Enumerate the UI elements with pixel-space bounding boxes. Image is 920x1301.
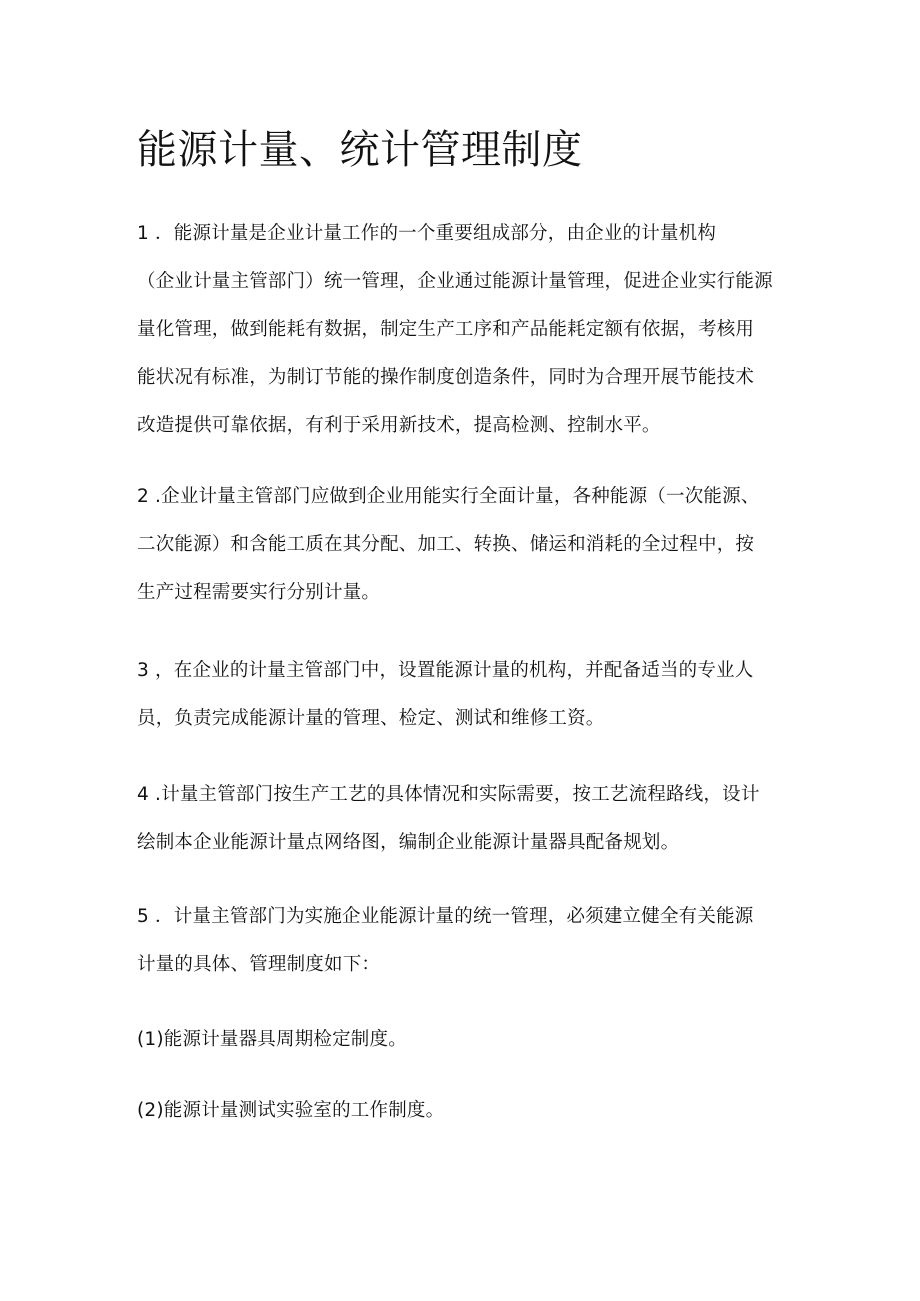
paragraph-3 xyxy=(137,647,827,743)
paragraph-line: 改造提供可靠依据，有利于采用新技术，提高检测、控制水平。 xyxy=(137,415,661,436)
paragraph-line: (2)能源计量测试实验室的工作制度。 xyxy=(137,1100,445,1121)
paragraph-line: 二次能源）和含能工质在其分配、加工、转换、储运和消耗的全过程中，按 xyxy=(137,534,755,555)
paragraph-line: 绘制本企业能源计量点网络图，编制企业能源计量器具配备规划。 xyxy=(137,832,680,853)
paragraph-line: 生产过程需要实行分别计量。 xyxy=(137,582,381,603)
paragraph-line: 员，负责完成能源计量的管理、检定、测试和维修工资。 xyxy=(137,708,605,729)
paragraph-line: 计量的具体、管理制度如下： xyxy=(137,954,381,975)
paragraph-line: (1)能源计量器具周期检定制度。 xyxy=(137,1029,407,1050)
paragraph-line: 2 .企业计量主管部门应做到企业用能实行全面计量，各种能源（一次能源、 xyxy=(137,486,760,507)
paragraph-line: 3 ，在企业的计量主管部门中，设置能源计量的机构，并配备适当的专业人 xyxy=(137,660,754,681)
paragraph-line: 5 ．计量主管部门为实施企业能源计量的统一管理，必须建立健全有关能源 xyxy=(137,906,754,927)
paragraph-line: 量化管理，做到能耗有数据，制定生产工序和产品能耗定额有依据，考核用 xyxy=(137,319,755,340)
paragraph-4 xyxy=(137,771,827,867)
list-item-2 xyxy=(137,1087,827,1135)
paragraph-line: （企业计量主管部门）统一管理，企业通过能源计量管理，促进企业实行能源 xyxy=(137,271,773,292)
paragraph-5 xyxy=(137,893,827,989)
paragraph-line: 4 .计量主管部门按生产工艺的具体情况和实际需要，按工艺流程路线，设计 xyxy=(137,784,760,805)
paragraph-1 xyxy=(137,210,827,450)
paragraph-line: 1 ．能源计量是企业计量工作的一个重要组成部分，由企业的计量机构 xyxy=(137,223,717,244)
document-title: 能源计量、统计管理制度 xyxy=(137,127,583,173)
paragraph-line: 能状况有标准，为制订节能的操作制度创造条件，同时为合理开展节能技术 xyxy=(137,367,755,388)
paragraph-2 xyxy=(137,473,827,617)
list-item-1 xyxy=(137,1016,827,1064)
